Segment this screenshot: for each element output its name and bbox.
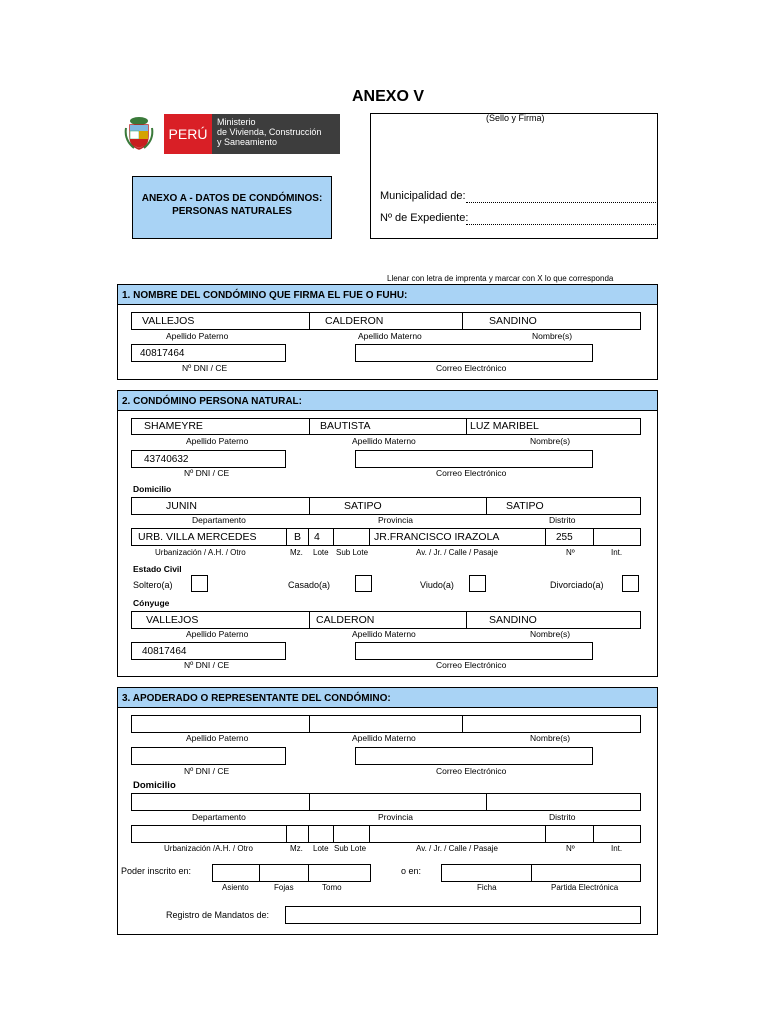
casado-checkbox[interactable] <box>355 575 372 592</box>
instruction-text: Llenar con letra de imprenta y marcar con X lo que corresponda <box>387 274 614 283</box>
s3-distrito-label: Distrito <box>549 812 576 822</box>
s2-distrito[interactable]: SATIPO <box>506 500 544 512</box>
s1-nombres-label: Nombre(s) <box>532 331 573 341</box>
s3-urbanizacion-label: Urbanización /A.H. / Otro <box>164 844 253 853</box>
s2-location-row <box>131 497 641 515</box>
s2-dni-label: Nº DNI / CE <box>184 468 230 478</box>
s1-apellido-materno-label: Apellido Materno <box>358 331 422 341</box>
annex-a-line-1: ANEXO A - DATOS DE CONDÓMINOS: <box>141 193 323 204</box>
s2-via[interactable]: JR.FRANCISCO IRAZOLA <box>374 531 500 543</box>
s2-via-label: Av. / Jr. / Calle / Pasaje <box>416 548 498 557</box>
ministry-logo-box <box>212 114 340 154</box>
s2-apellido-paterno[interactable]: SHAMEYRE <box>144 420 203 432</box>
s3-correo-field[interactable] <box>355 747 593 765</box>
s3-via-label: Av. / Jr. / Calle / Pasaje <box>416 844 498 853</box>
s1-apellido-paterno-label: Apellido Paterno <box>166 331 229 341</box>
s3-asiento-label: Asiento <box>222 883 249 892</box>
s3-ficha-label: Ficha <box>477 883 497 892</box>
s1-correo-label: Correo Electrónico <box>436 363 507 373</box>
s2-provincia[interactable]: SATIPO <box>344 500 382 512</box>
s2-numero-label: Nº <box>566 548 575 557</box>
s3-int-label: Int. <box>611 844 623 853</box>
s2-viudo-label: Viudo(a) <box>420 580 454 590</box>
ministry-line-3: y Saneamiento <box>217 137 278 147</box>
s3-lote-label: Lote <box>313 844 329 853</box>
s3-partida-label: Partida Electrónica <box>551 883 619 892</box>
s2-estado-civil-label: Estado Civil <box>133 564 182 574</box>
s3-registro-field[interactable] <box>285 906 641 924</box>
s1-apellido-paterno[interactable]: VALLEJOS <box>142 315 195 327</box>
s3-departamento-label: Departamento <box>192 812 246 822</box>
s2-mz-label: Mz. <box>290 548 303 557</box>
logo-country: PERÚ <box>168 126 208 142</box>
s2-domicilio-label: Domicilio <box>133 484 172 494</box>
s2-correo-field[interactable] <box>355 450 593 468</box>
s2-conyuge-nombres[interactable]: SANDINO <box>489 614 537 626</box>
s2-provincia-label: Provincia <box>378 515 413 525</box>
ministry-line-2: de Vivienda, Construcción <box>217 127 322 137</box>
divorciado-checkbox[interactable] <box>622 575 639 592</box>
s2-nombres[interactable]: LUZ MARIBEL <box>470 420 539 432</box>
s3-location-row[interactable] <box>131 793 641 811</box>
s2-conyuge-nombres-label: Nombre(s) <box>530 629 571 639</box>
s3-poder-fields[interactable] <box>212 864 371 882</box>
s2-casado-label: Casado(a) <box>288 580 331 590</box>
s3-apellido-paterno-label: Apellido Paterno <box>186 733 249 743</box>
s2-conyuge-dni-label: Nº DNI / CE <box>184 660 230 670</box>
s3-nombres-label: Nombre(s) <box>530 733 571 743</box>
section-2-header: 2. CONDÓMINO PERSONA NATURAL: <box>118 391 657 411</box>
s2-numero[interactable]: 255 <box>556 532 573 543</box>
s2-conyuge-apellido-paterno[interactable]: VALLEJOS <box>146 614 199 626</box>
s2-apellido-materno-label: Apellido Materno <box>352 436 416 446</box>
s2-departamento[interactable]: JUNIN <box>166 500 197 512</box>
annex-a-line-2: PERSONAS NATURALES <box>172 206 292 217</box>
expediente-label: Nº de Expediente: <box>380 212 469 224</box>
municipalidad-label: Municipalidad de: <box>380 190 466 202</box>
peru-shield-logo <box>124 116 154 150</box>
expediente-field[interactable] <box>466 224 656 225</box>
s2-conyuge-correo-label: Correo Electrónico <box>436 660 507 670</box>
soltero-checkbox[interactable] <box>191 575 208 592</box>
s3-apellido-materno-label: Apellido Materno <box>352 733 416 743</box>
s3-sublote-label: Sub Lote <box>334 844 367 853</box>
s2-urbanizacion[interactable]: URB. VILLA MERCEDES <box>138 531 257 543</box>
s1-dni-label: Nº DNI / CE <box>182 363 228 373</box>
s2-soltero-label: Soltero(a) <box>133 580 173 590</box>
s3-o-en-label: o en: <box>401 866 422 876</box>
annex-a-box <box>132 176 332 239</box>
s1-correo-field[interactable] <box>355 344 593 362</box>
s2-mz[interactable]: B <box>294 531 302 543</box>
s2-departamento-label: Departamento <box>192 515 246 525</box>
s2-apellido-paterno-label: Apellido Paterno <box>186 436 249 446</box>
s3-ficha-partida-fields[interactable] <box>441 864 641 882</box>
s2-correo-label: Correo Electrónico <box>436 468 507 478</box>
s2-distrito-label: Distrito <box>549 515 576 525</box>
s2-conyuge-name-row <box>131 611 641 629</box>
s3-dni-label: Nº DNI / CE <box>184 766 230 776</box>
s3-provincia-label: Provincia <box>378 812 413 822</box>
ministry-line-1: Ministerio <box>217 117 256 127</box>
s2-conyuge-apellido-materno-label: Apellido Materno <box>352 629 416 639</box>
s3-correo-label: Correo Electrónico <box>436 766 507 776</box>
s2-divorciado-label: Divorciado(a) <box>550 580 604 590</box>
section-1-header: 1. NOMBRE DEL CONDÓMINO QUE FIRMA EL FUE O FUHU: <box>118 285 657 305</box>
sello-firma-label: (Sello y Firma) <box>486 113 545 123</box>
s2-int-label: Int. <box>611 548 623 557</box>
peru-logo-red <box>164 114 212 154</box>
s2-sublote-label: Sub Lote <box>336 548 369 557</box>
s2-dni: 43740632 <box>144 454 189 465</box>
s2-urbanizacion-label: Urbanización / A.H. / Otro <box>155 548 246 557</box>
s2-conyuge-dni: 40817464 <box>142 646 187 657</box>
s3-mz-label: Mz. <box>290 844 303 853</box>
section-3-header: 3. APODERADO O REPRESENTANTE DEL CONDÓMINO: <box>118 688 657 708</box>
s3-name-row[interactable] <box>131 715 641 733</box>
s1-dni: 40817464 <box>140 348 185 359</box>
s2-nombres-label: Nombre(s) <box>530 436 571 446</box>
s2-conyuge-label: Cónyuge <box>133 598 170 608</box>
viudo-checkbox[interactable] <box>469 575 486 592</box>
s1-name-row <box>131 312 641 330</box>
s2-conyuge-apellido-materno[interactable]: CALDERON <box>316 614 375 626</box>
s3-poder-label: Poder inscrito en: <box>121 866 192 876</box>
s3-address-row[interactable] <box>131 825 641 843</box>
s3-tomo-label: Tomo <box>322 883 342 892</box>
s3-registro-label: Registro de Mandatos de: <box>166 910 270 920</box>
s2-apellido-materno[interactable]: BAUTISTA <box>320 420 371 432</box>
s3-numero-label: Nº <box>566 844 575 853</box>
s2-conyuge-apellido-paterno-label: Apellido Paterno <box>186 629 249 639</box>
s3-domicilio-label: Domicilio <box>133 780 176 791</box>
s3-fojas-label: Fojas <box>274 883 294 892</box>
s3-dni-field[interactable] <box>131 747 286 765</box>
s1-apellido-materno[interactable]: CALDERON <box>325 315 384 327</box>
s2-lote[interactable]: 4 <box>314 531 320 543</box>
s1-nombres[interactable]: SANDINO <box>489 315 537 327</box>
s2-name-row <box>131 418 641 435</box>
s2-lote-label: Lote <box>313 548 329 557</box>
municipalidad-field[interactable] <box>466 202 656 203</box>
s2-conyuge-correo-field[interactable] <box>355 642 593 660</box>
page-title: ANEXO V <box>352 88 425 105</box>
